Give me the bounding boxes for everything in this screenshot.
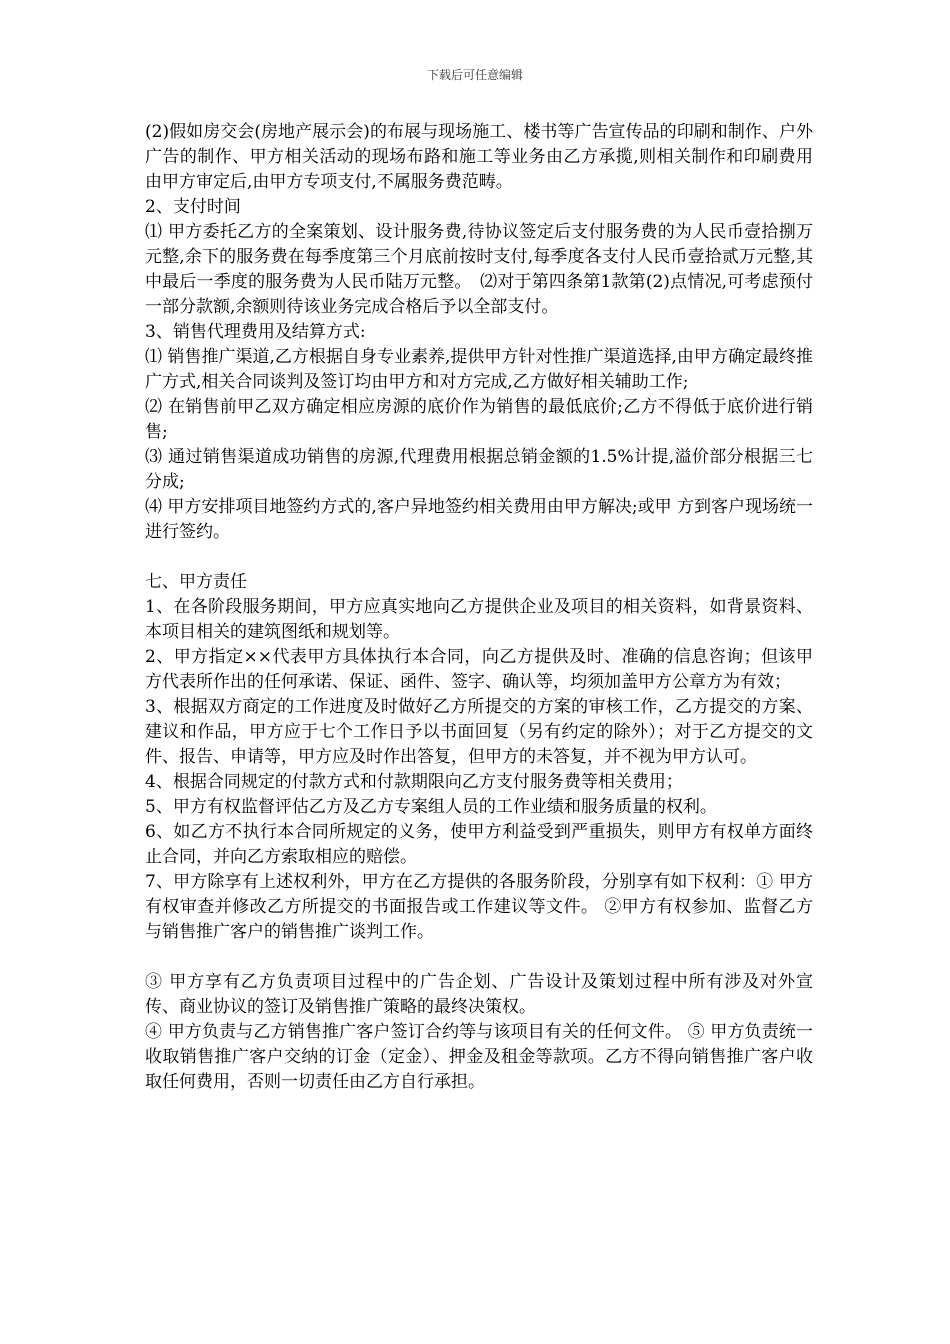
paragraph: ⑵ 在销售前甲乙双方确定相应房源的底价作为销售的最低底价;乙方不得低于底价进行销售; bbox=[145, 397, 813, 442]
section-heading: 2、支付时间 bbox=[145, 197, 241, 217]
paragraph: 3、根据双方商定的工作进度及时做好乙方所提交的方案的审核工作，乙方提交的方案、建议和作品，甲方应于七个工作日予以书面回复（另有约定的除外）；对于乙方提交的文件、报告、申请等，甲方应及时作出答复，但甲方的未答复，并不视为甲方认可。 bbox=[145, 697, 813, 767]
paragraph: 6、如乙方不执行本合同所规定的义务，使甲方利益受到严重损失，则甲方有权单方面终止合同，并向乙方索取相应的赔偿。 bbox=[145, 822, 813, 867]
paragraph: ⑷ 甲方安排项目地签约方式的,客户异地签约相关费用由甲方解决;或甲 方到客户现场统一进行签约。 bbox=[145, 497, 813, 542]
blank-line bbox=[145, 945, 813, 970]
paragraph: 2、甲方指定××代表甲方具体执行本合同，向乙方提供及时、准确的信息咨询；但该甲方代表所作出的任何承诺、保证、函件、签字、确认等，均须加盖甲方公章方为有效； bbox=[145, 647, 813, 692]
paragraph: 4、根据合同规定的付款方式和付款期限向乙方支付服务费等相关费用； bbox=[145, 772, 683, 792]
section-heading: 3、销售代理费用及结算方式: bbox=[145, 322, 366, 342]
page-header: 下载后可任意编辑 bbox=[426, 68, 523, 82]
paragraph: ③ 甲方享有乙方负责项目过程中的广告企划、广告设计及策划过程中所有涉及对外宣传、商业协议的签订及销售推广策略的最终决策权。 bbox=[145, 972, 813, 1017]
paragraph: 1、在各阶段服务期间，甲方应真实地向乙方提供企业及项目的相关资料，如背景资料、本项目相关的建筑图纸和规划等。 bbox=[145, 597, 813, 642]
paragraph: ⑴ 甲方委托乙方的全案策划、设计服务费,待协议签定后支付服务费的为人民币壹拾捌万元整,余下的服务费在每季度第三个月底前按时支付,每季度各支付人民币壹拾贰万元整,其中最后一季度的服务费为人民币陆万元整。 ⑵对于第四条第1款第(2)点情况,可考虑预付一部分款额,余额则待该业务完成合格后予以全部支付。 bbox=[145, 222, 813, 317]
paragraph: ④ 甲方负责与乙方销售推广客户签订合约等与该项目有关的任何文件。 ⑤ 甲方负责统一收取销售推广客户交纳的订金（定金）、押金及租金等款项。乙方不得向销售推广客户收取任何费用，否则一切责任由乙方自行承担。 bbox=[145, 1022, 813, 1092]
paragraph: (2)假如房交会(房地产展示会)的布展与现场施工、楼书等广告宣传品的印刷和制作、户外广告的制作、甲方相关活动的现场布路和施工等业务由乙方承揽,则相关制作和印刷费用由甲方审定后,由甲方专项支付,不属服务费范畴。 bbox=[145, 122, 813, 192]
paragraph: 5、甲方有权监督评估乙方及乙方专案组人员的工作业绩和服务质量的权利。 bbox=[145, 797, 717, 817]
paragraph: ⑶ 通过销售渠道成功销售的房源,代理费用根据总销金额的1.5%计提,溢价部分根据三七分成; bbox=[145, 447, 813, 492]
document-body bbox=[145, 120, 813, 1095]
blank-line bbox=[145, 545, 813, 570]
paragraph: ⑴ 销售推广渠道,乙方根据自身专业素养,提供甲方针对性推广渠道选择,由甲方确定最终推广方式,相关合同谈判及签订均由甲方和对方完成,乙方做好相关辅助工作; bbox=[145, 347, 813, 392]
paragraph: 7、甲方除享有上述权利外，甲方在乙方提供的各服务阶段，分别享有如下权利：① 甲方有权审查并修改乙方所提交的书面报告或工作建议等文件。 ②甲方有权参加、监督乙方与销售推广客户的销售推广谈判工作。 bbox=[145, 872, 813, 942]
chapter-heading: 七、甲方责任 bbox=[145, 572, 247, 592]
